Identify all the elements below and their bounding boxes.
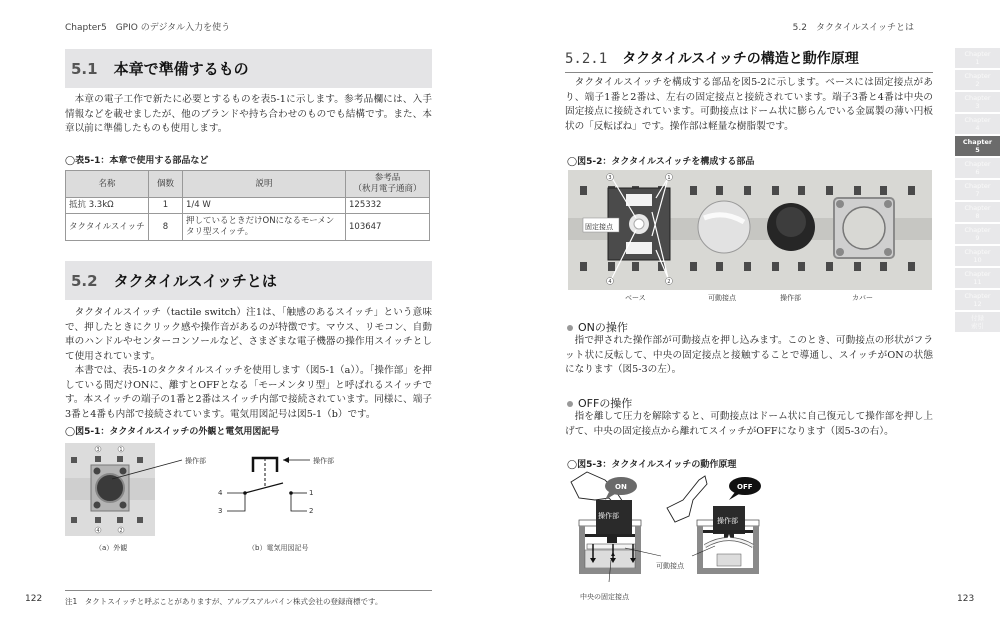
section-number: 5.2 [71,271,98,290]
figure-5-1b-label: （b）電気用図記号 [248,544,309,552]
svg-text:3: 3 [608,175,612,181]
cell-ref: 103647 [346,214,430,241]
off-operation-body [565,410,933,439]
figure-5-3-caption: ◯図5-3：タクタイルスイッチの動作原理 [567,460,737,470]
paragraph: 指で押された操作部が可動接点を押し込みます。このとき、可動接点の形状がフラット状に反転して、中央の固定接点と接触することで導通し、スイッチがONの状態になります（図5-3の左）。 [565,335,933,375]
operation-pointer-line [110,454,190,484]
col-ref-sub: （秋月電子通商） [353,184,422,194]
chapter-tab-1[interactable]: Chapter 1 [955,48,1000,68]
chapter-tab-4[interactable]: Chapter 4 [955,114,1000,134]
cell-name: 抵抗 3.3kΩ [66,198,149,214]
part-base: ベース [625,294,646,302]
part-movable-contact: 可動接点 [708,294,736,302]
page-number-right: 123 [957,594,975,604]
section-title: 本章で準備するもの [113,60,249,78]
subsection-number: 5.2.1 [565,51,608,67]
section-heading-5-1 [65,49,432,88]
label-operation-off: 操作部 [717,517,738,525]
chapter-tab-5[interactable]: Chapter 5 [955,136,1000,156]
switch-parts-photo [568,170,932,290]
bullet-icon [567,401,573,407]
table-row [66,198,430,214]
col-desc: 説明 [183,171,346,198]
chapter-tab-11[interactable]: Chapter 11 [955,268,1000,288]
paragraph: 指を離して圧力を解除すると、可動接点はドーム状に自己復元して操作部を押し上げて、中央の固定接点から離れてスイッチがOFFになります（図5-3の右）。 [565,411,933,437]
bubble-off: OFF [737,483,753,491]
figure-5-2-caption: ◯図5-2：タクタイルスイッチを構成する部品 [567,157,755,167]
svg-text:1: 1 [667,175,671,181]
switch-operation-diagram [565,470,765,595]
paragraph: タクタイルスイッチを構成する部品を図5-2に示します。ベースには固定接点があり、端子1番と2番は、左右の固定接点と接続されています。端子3番と4番は中央の固定接点に接続されています。可動接点はドーム状に膨らんでいる金属製の薄い円板状の「反転ばね」です。操作部は軽量な樹脂製です。 [565,77,933,132]
section-title: タクタイルスイッチとは [113,272,277,290]
page-number-left: 122 [25,594,43,604]
terminal-1: 1 [309,489,314,497]
off-operation-heading [567,395,632,411]
svg-text:4: 4 [96,528,100,534]
col-ref [346,171,430,198]
subsection-title: タクタイルスイッチの構造と動作原理 [622,51,859,67]
svg-text:2: 2 [119,528,123,534]
label-center-fixed-contact: 中央の固定接点 [580,593,629,601]
chapter-tab-12[interactable]: Chapter 12 [955,290,1000,310]
table-caption: ◯表5-1：本章で使用する部品など [65,156,209,166]
svg-text:2: 2 [667,279,671,285]
col-qty: 個数 [149,171,183,198]
chapter-tabs [955,48,1000,334]
finger-released-icon [667,476,707,522]
bullet-icon [567,325,573,331]
chapter-tab-10[interactable]: Chapter 10 [955,246,1000,266]
table-header-row [66,171,430,198]
cell-desc: 押しているときだけONになるモーメンタリ型スイッチ。 [183,214,346,241]
label-movable-contact: 可動接点 [656,562,684,570]
label-operation-on: 操作部 [598,512,619,520]
bubble-on: ON [615,483,627,491]
parts-table [65,170,430,241]
label-operation-a: 操作部 [185,457,206,465]
col-name: 名称 [66,171,149,198]
running-head-left: Chapter5 GPIO のデジタル入力を使う [65,23,231,33]
chapter-tab-7[interactable]: Chapter 7 [955,180,1000,200]
section-heading-5-2 [65,261,432,300]
cell-qty: 8 [149,214,183,241]
on-operation-heading [567,319,628,335]
col-ref-label: 参考品 [374,173,401,183]
svg-text:4: 4 [608,279,612,285]
chapter-tab-8[interactable]: Chapter 8 [955,202,1000,222]
subsection-5-2-1-body [565,76,933,134]
chapter-tab-6[interactable]: Chapter 6 [955,158,1000,178]
svg-text:1: 1 [119,447,123,453]
paragraph: 本章の電子工作で新たに必要とするものを表5-1に示します。参考品欄には、入手情報などを載せましたが、他のブランドや持ち合わせのものでも結構です。また、本章以前に準備したものも使用します。 [65,94,432,134]
running-head-right: 5.2 タクタイルスイッチとは [792,23,914,33]
part-operation: 操作部 [780,294,801,302]
label-fixed-contact: 固定接点 [585,223,613,231]
figure-5-1a-label: （a）外観 [95,544,128,552]
cell-qty: 1 [149,198,183,214]
chapter-tab-3[interactable]: Chapter 3 [955,92,1000,112]
cell-name: タクタイルスイッチ [66,214,149,241]
part-cover: カバー [852,294,873,302]
terminal-2: 2 [309,507,314,515]
subsection-heading-5-2-1 [565,48,933,73]
section-5-1-body [65,93,432,137]
footnote: 注1 タクトスイッチと呼ぶことがありますが、アルプスアルパイン株式会社の登録商標です。 [65,597,383,606]
section-5-2-body [65,306,432,422]
chapter-tab-9[interactable]: Chapter 9 [955,224,1000,244]
terminal-3: 3 [218,507,223,515]
table-row [66,214,430,241]
cell-desc: 1/4 W [183,198,346,214]
paragraph: 本書では、表5-1のタクタイルスイッチを使用します（図5-1（a））。「操作部」を押している間だけONに、離すとOFFとなる「モーメンタリ型」と呼ばれるスイッチです。本スイッチの端子の1番と2番はスイッチ内部で接続されています。同様に、端子3番と4番も内部で接続されています。電気用図記号は図5-1（b）です。 [65,365,432,420]
heading-text: ONの操作 [578,321,628,334]
footnote-rule [65,590,432,591]
section-number: 5.1 [71,59,98,78]
label-operation-b: 操作部 [313,457,334,465]
figure-5-1-caption: ◯図5-1：タクタイルスイッチの外観と電気用図記号 [65,427,280,437]
chapter-tab-2[interactable]: Chapter 2 [955,70,1000,90]
cell-ref: 125332 [346,198,430,214]
paragraph: タクタイルスイッチ（tactile switch）注1は、「触感のあるスイッチ」という意味で、押したときにクリック感や操作音があるのが特徴です。マウス、リモコン、自動車のハンドルやセンターコンソールなど、さまざまな電子機器の操作用スイッチとして使用されています。 [65,307,432,362]
chapter-tab-appendix[interactable]: 付録 索引 [955,312,1000,332]
on-operation-body [565,334,933,378]
svg-text:3: 3 [96,447,100,453]
heading-text: OFFの操作 [578,397,633,410]
terminal-4: 4 [218,489,223,497]
